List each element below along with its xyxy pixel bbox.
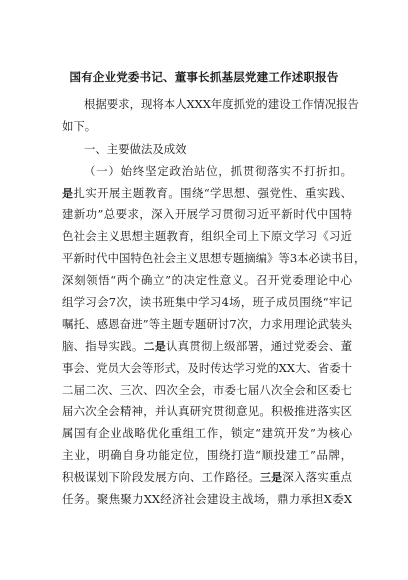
line-text: 根据要求，现将本人XXX年度抓党的建设工作情况报告 [84,97,359,111]
line-text: （一）始终坚定政治站位，抓贯彻落实不打折扣。 [84,163,352,178]
line-text: 事会、党员大会等形式，及时传达学习党的XX大、省委十 [62,360,352,375]
document-line [62,445,352,467]
document-line [62,314,352,336]
document-line [62,292,352,314]
bold-marker: 二是 [143,339,166,353]
line-text: 积极谋划下阶段发展方向、工作路径。 [62,470,260,485]
document-line [62,94,359,116]
line-text: 一、主要做法及成效 [84,141,187,156]
document-line [62,139,352,161]
line-text: 如下。 [62,118,97,133]
line-text: 嘱托、感恩奋进”等主题专题研讨7次，力求用理论武装头 [62,316,352,331]
document-line [62,226,352,248]
line-text: 属国有企业战略优化重组工作，锁定“建筑开发”为核心 [62,426,352,441]
line-text: 扎实开展主题教育。围绕“学思想、强党性、重实践、 [73,185,352,200]
line-text: 组学习会7次，读书班集中学习4场，班子成员围绕“牢记 [62,295,352,310]
line-text: 深刻领悟“两个确立”的决定性意义。召开党委理论中心 [62,273,352,288]
document-body [62,94,366,511]
line-text: 二届二次、三次、四次全会，市委七届八次全会和区委七 [62,382,352,397]
document-line [62,204,352,226]
document-title: 国有企业党委书记、董事长抓基层党建工作述职报告 [69,70,339,84]
line-text: 届六次全会精神，并认真研究贯彻意见。积极推进落实区 [62,404,352,419]
line-text: 任务。聚焦聚力XX经济社会建设主战场，鼎力承担X委X [62,492,352,507]
line-text: 色社会主义思想主题教育，组织全司上下原文学习《习近 [62,229,352,244]
line-text: 脑、指导实践。 [62,338,144,353]
bold-marker: 是 [62,186,74,200]
document-line [62,270,352,292]
document-line [62,336,352,358]
line-text: 认真贯彻上级部署，通过党委会、董 [165,338,352,353]
document-line [62,161,352,183]
document-line [62,248,366,270]
bold-marker: 三是 [259,471,283,485]
document-line [62,116,352,138]
document-line [62,423,352,445]
line-text: 平新时代中国特色社会主义思想专题摘编》等3本必读书目， [62,251,366,266]
document-line [62,467,352,489]
document-line [62,401,352,423]
document-line [62,183,352,205]
document-line [62,489,352,511]
line-text: 主业，明确自身功能定位，围绕打造“顺投建工”品牌， [62,448,352,463]
line-text: 建新功”总要求，深入开展学习贯彻习近平新时代中国特 [62,207,352,222]
document-line [62,380,352,402]
document-line [62,358,352,380]
line-text: 深入落实重点 [282,470,352,485]
